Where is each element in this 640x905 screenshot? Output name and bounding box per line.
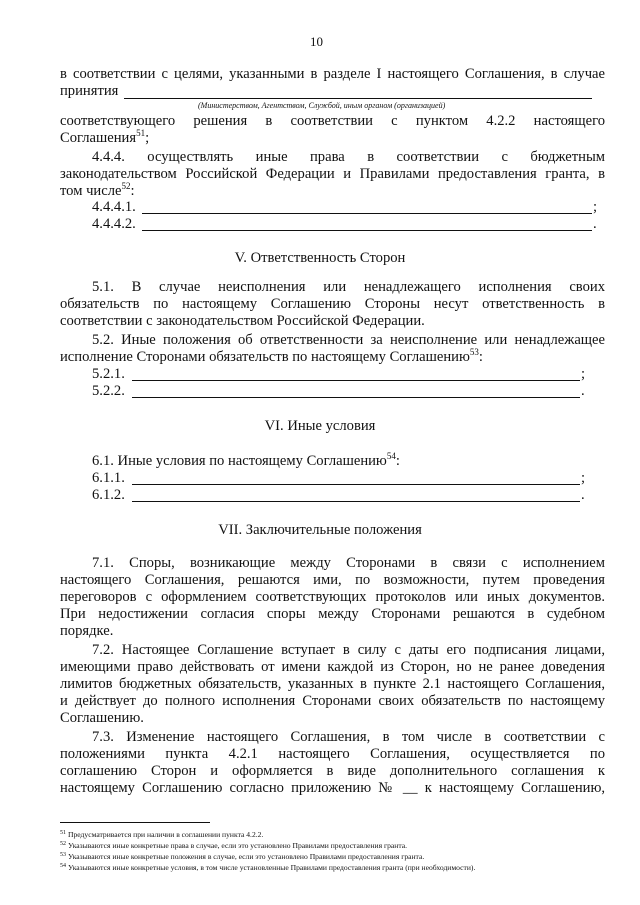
footnote-51: $^{51}$ Предусматривается при наличии в соглашении пункта 4.2.2. (60, 830, 264, 839)
p73-line: соглашению Сторон и оформляется в виде дополнительного соглашения к (60, 763, 605, 779)
footnote-ref-54: 54 (386, 451, 396, 461)
item-612-blank (132, 501, 580, 502)
intro-line-1: в соответствии с целями, указанными в разделе I настоящего Соглашения, в случае (60, 66, 605, 82)
p71-line: переговоров с оформлением соответствующих протоколов или иных документов. (60, 589, 605, 605)
footnote-ref-51: 51 (136, 128, 146, 138)
section-5-title: V. Ответственность Сторон (234, 250, 406, 266)
item-611-blank (132, 484, 580, 485)
p73-line: положениями пункта 4.2.1 настоящего Соглашения, осуществляется по (60, 746, 605, 762)
p71-line: настоящего Соглашения, решаются ими, по возможности, путем проведения (60, 572, 605, 588)
footnote-53: $^{53}$ Указываются иные конкретные положения в случае, если это установлено Правилами предоставления гранта. (60, 852, 425, 861)
section-6-title: VI. Иные условия (264, 418, 376, 434)
p73-line: настоящему Соглашению согласно приложению № __ к настоящему Соглашению, (60, 780, 605, 796)
item-611-end: ; (581, 470, 586, 486)
footnote-separator (60, 822, 210, 823)
item-612-end: . (581, 487, 585, 503)
p72-line: Соглашению. (60, 710, 144, 726)
footnote-52: $^{52}$ Указываются иные конкретные права в случае, если это установлено Правилами предоставления гранта. (60, 841, 408, 850)
item-521-blank (132, 380, 580, 381)
p444-line-2: законодательством Российской Федерации и Правилами предоставления гранта, в (60, 166, 605, 182)
item-522-label: 5.2.2. (92, 383, 125, 399)
item-611-label: 6.1.1. (92, 470, 125, 486)
p71-line: порядке. (60, 623, 114, 639)
p51-line-2: обязательств по настоящему Соглашению Стороны несут ответственность в (60, 296, 605, 312)
section-7-title: VII. Заключительные положения (218, 522, 422, 538)
p52-line-1: 5.2. Иные положения об ответственности за неисполнение или ненадлежащее (92, 332, 605, 348)
p51-line-1: 5.1. В случае неисполнения или ненадлежащего исполнения своих (92, 279, 605, 295)
p72-line: лимитов бюджетных обязательств, указанных в пункте 2.1 настоящего Соглашения, (60, 676, 605, 692)
p71-line: При недостижении согласия споры между Сторонами решаются в судебном (60, 606, 605, 622)
intro-line-4: Соглашения$^{51}$; (60, 128, 150, 146)
footnote-54: $^{54}$ Указываются иные конкретные условия, в том числе установленные Правилами предоставления гранта (при необходимости). (60, 863, 476, 872)
p51-line-3: соответствии с законодательством Российской Федерации. (60, 313, 425, 329)
p71-line: 7.1. Споры, возникающие между Сторонами в связи с исполнением (92, 555, 605, 571)
p61-line: 6.1. Иные условия по настоящему Соглашению$^{54}$: (92, 451, 400, 469)
blank-caption: (Министерством, Агентством, Службой, иным органом (организацией) (198, 101, 446, 110)
item-4441-label: 4.4.4.1. (92, 199, 136, 215)
item-521-end: ; (581, 366, 586, 382)
intro-line-3: соответствующего решения в соответствии с пунктом 4.2.2 настоящего (60, 113, 605, 129)
footnote-ref-52: 52 (121, 181, 131, 191)
p72-line: 7.2. Настоящее Соглашение вступает в силу с даты его подписания лицами, (92, 642, 605, 658)
footnote-ref-53: 53 (469, 347, 479, 357)
p72-line: имеющими право действовать от имени каждой из Сторон, но не ранее доведения (60, 659, 605, 675)
item-612-label: 6.1.2. (92, 487, 125, 503)
page-number: 10 (310, 34, 323, 49)
item-521-label: 5.2.1. (92, 366, 125, 382)
item-522-end: . (581, 383, 585, 399)
item-4442-blank (142, 230, 592, 231)
p52-line-2: исполнение Сторонами обязательств по настоящему Соглашению$^{53}$: (60, 347, 483, 365)
blank-line-organ (124, 98, 592, 99)
p72-line: и действует до полного исполнения Сторонами своих обязательств по настоящему (60, 693, 605, 709)
intro-line-2: принятия (60, 83, 119, 99)
item-4442-label: 4.4.4.2. (92, 216, 136, 232)
p73-line: 7.3. Изменение настоящего Соглашения, в том числе в соответствии с (92, 729, 605, 745)
item-4441-end: ; (593, 199, 598, 215)
p444-line-1: 4.4.4. осуществлять иные права в соответствии с бюджетным (92, 149, 605, 165)
p444-line-3: том числе$^{52}$: (60, 181, 135, 199)
item-4442-end: . (593, 216, 597, 232)
item-4441-blank (142, 213, 592, 214)
item-522-blank (132, 397, 580, 398)
